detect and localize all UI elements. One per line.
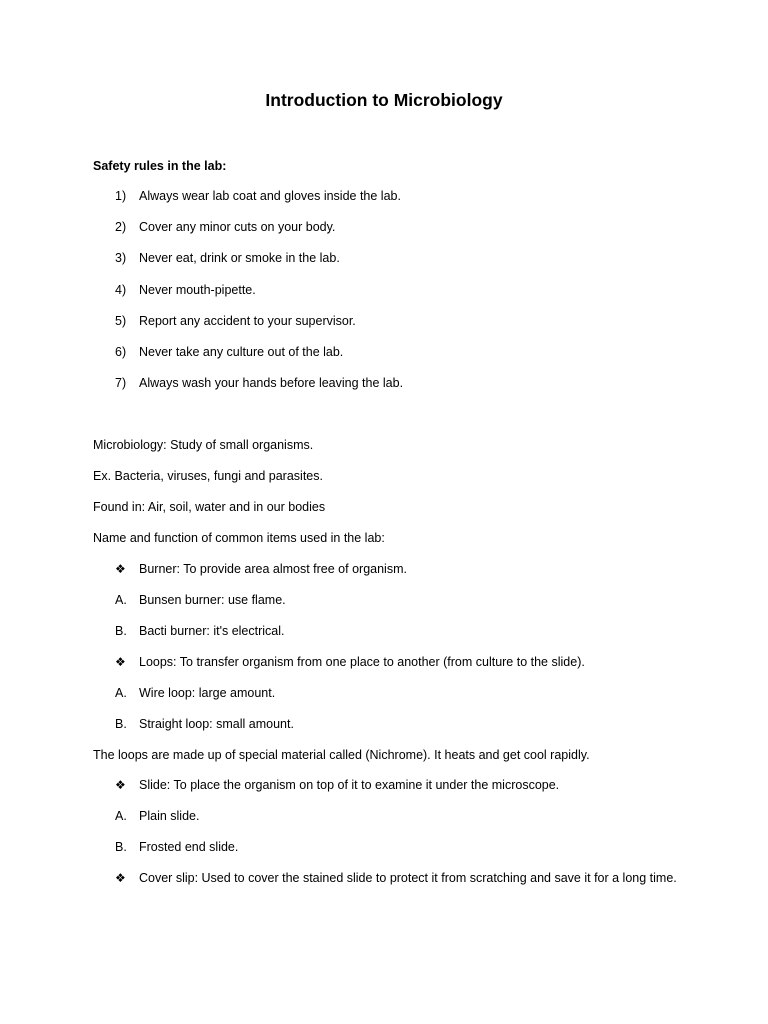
examples-line: Ex. Bacteria, viruses, fungi and parasites. [93, 469, 323, 483]
list-item: Cover slip: Used to cover the stained slide to protect it from scratching and save it for a long time. [139, 871, 677, 885]
list-item: Always wash your hands before leaving the lab. [139, 376, 404, 390]
items-heading: Name and function of common items used in the lab: [93, 531, 385, 545]
safety-heading: Safety rules in the lab: [93, 159, 227, 173]
list-item: Bunsen burner: use flame. [139, 593, 286, 607]
list-marker: 5) [115, 314, 127, 328]
list-item: Loops: To transfer organism from one place to another (from culture to the slide). [139, 655, 585, 669]
diamond-bullet-icon: ❖ [115, 871, 126, 885]
list-item: Never mouth-pipette. [139, 283, 256, 297]
list-item: Frosted end slide. [139, 840, 239, 854]
list-marker: 3) [115, 251, 127, 265]
page-title: Introduction to Microbiology [265, 90, 503, 110]
list-item: Report any accident to your supervisor. [139, 314, 356, 328]
list-marker: 2) [115, 220, 127, 234]
list-item: Bacti burner: it's electrical. [139, 624, 285, 638]
list-item: Never take any culture out of the lab. [139, 345, 344, 359]
list-item: Wire loop: large amount. [139, 686, 276, 700]
list-marker: 1) [115, 189, 127, 203]
list-item: Slide: To place the organism on top of it to examine it under the microscope. [139, 778, 560, 792]
list-item: Never eat, drink or smoke in the lab. [139, 251, 340, 265]
list-item: Cover any minor cuts on your body. [139, 220, 336, 234]
microbiology-definition: Microbiology: Study of small organisms. [93, 438, 314, 452]
list-item: Straight loop: small amount. [139, 717, 294, 731]
list-marker: A. [115, 593, 127, 607]
list-marker: 6) [115, 345, 127, 359]
list-marker: B. [115, 840, 127, 854]
list-item: Always wear lab coat and gloves inside the lab. [139, 189, 401, 203]
list-marker: A. [115, 686, 127, 700]
found-in-line: Found in: Air, soil, water and in our bodies [93, 500, 326, 514]
list-marker: B. [115, 624, 127, 638]
list-item: Plain slide. [139, 809, 200, 823]
diamond-bullet-icon: ❖ [115, 778, 126, 792]
diamond-bullet-icon: ❖ [115, 562, 126, 576]
list-marker: 7) [115, 376, 127, 390]
diamond-bullet-icon: ❖ [115, 655, 126, 669]
list-item: Burner: To provide area almost free of organism. [139, 562, 407, 576]
list-marker: 4) [115, 283, 127, 297]
list-marker: B. [115, 717, 127, 731]
list-marker: A. [115, 809, 127, 823]
loops-note: The loops are made up of special material called (Nichrome). It heats and get cool rapidly. [93, 748, 590, 762]
